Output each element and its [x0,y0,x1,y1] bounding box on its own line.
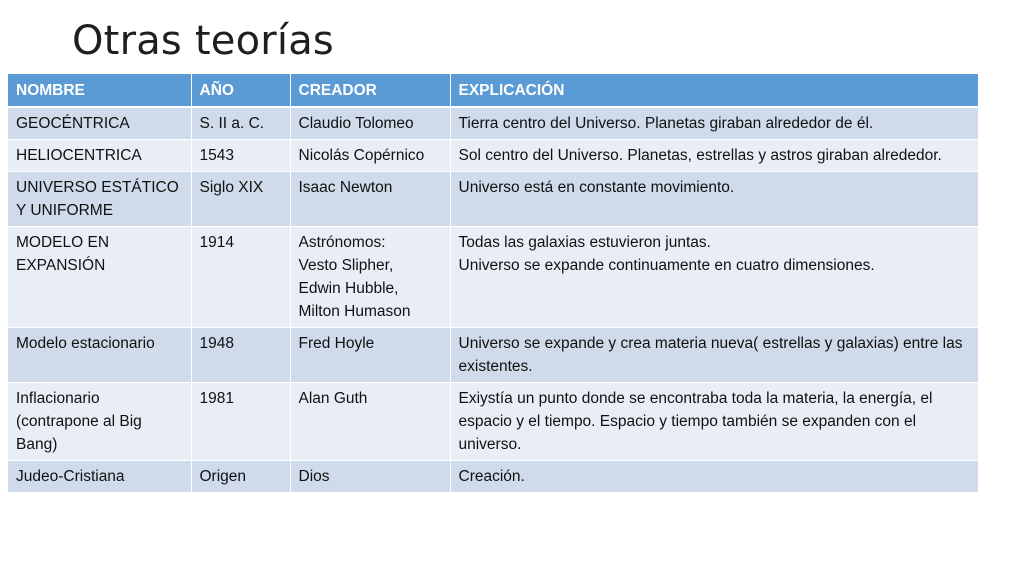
cell-nombre: Judeo-Cristiana [8,461,191,493]
header-ano: AÑO [191,74,290,107]
cell-nombre: MODELO EN EXPANSIÓN [8,227,191,328]
header-row [8,74,978,107]
table-header [8,74,978,107]
cell-creador: Astrónomos: Vesto Slipher, Edwin Hubble, Milton Humason [290,227,450,328]
cell-ano: Siglo XIX [191,172,290,227]
cell-explicacion: Todas las galaxias estuvieron juntas. Universo se expande continuamente en cuatro dimensiones. [450,227,978,328]
cell-nombre: HELIOCENTRICA [8,140,191,172]
slide-title: Otras teorías [72,18,334,64]
cell-explicacion: Universo se expande y crea materia nueva( estrellas y galaxias) entre las existentes. [450,328,978,383]
cell-ano: S. II a. C. [191,107,290,140]
table-row [8,328,978,383]
cell-explicacion: Tierra centro del Universo. Planetas giraban alrededor de él. [450,107,978,140]
table-row [8,172,978,227]
cell-ano: 1948 [191,328,290,383]
cell-creador: Claudio Tolomeo [290,107,450,140]
cell-explicacion: Sol centro del Universo. Planetas, estrellas y astros giraban alrededor. [450,140,978,172]
cell-ano: 1543 [191,140,290,172]
cell-creador: Fred Hoyle [290,328,450,383]
cell-explicacion: Creación. [450,461,978,493]
header-nombre: NOMBRE [8,74,191,107]
cell-ano: 1981 [191,383,290,461]
header-explicacion: EXPLICACIÓN [450,74,978,107]
table-row [8,227,978,328]
theories-table [8,74,978,493]
table-row [8,383,978,461]
cell-explicacion: Exiystía un punto donde se encontraba toda la materia, la energía, el espacio y el tiempo. Espacio y tiempo también se expanden con el universo. [450,383,978,461]
header-creador: CREADOR [290,74,450,107]
cell-creador: Alan Guth [290,383,450,461]
cell-creador: Nicolás Copérnico [290,140,450,172]
cell-nombre: GEOCÉNTRICA [8,107,191,140]
cell-explicacion: Universo está en constante movimiento. [450,172,978,227]
cell-ano: 1914 [191,227,290,328]
cell-nombre: UNIVERSO ESTÁTICO Y UNIFORME [8,172,191,227]
table-body [8,107,978,493]
table-row [8,107,978,140]
cell-nombre: Inflacionario (contrapone al Big Bang) [8,383,191,461]
cell-creador: Dios [290,461,450,493]
cell-nombre: Modelo estacionario [8,328,191,383]
cell-creador: Isaac Newton [290,172,450,227]
table-row [8,461,978,493]
cell-ano: Origen [191,461,290,493]
table-row [8,140,978,172]
